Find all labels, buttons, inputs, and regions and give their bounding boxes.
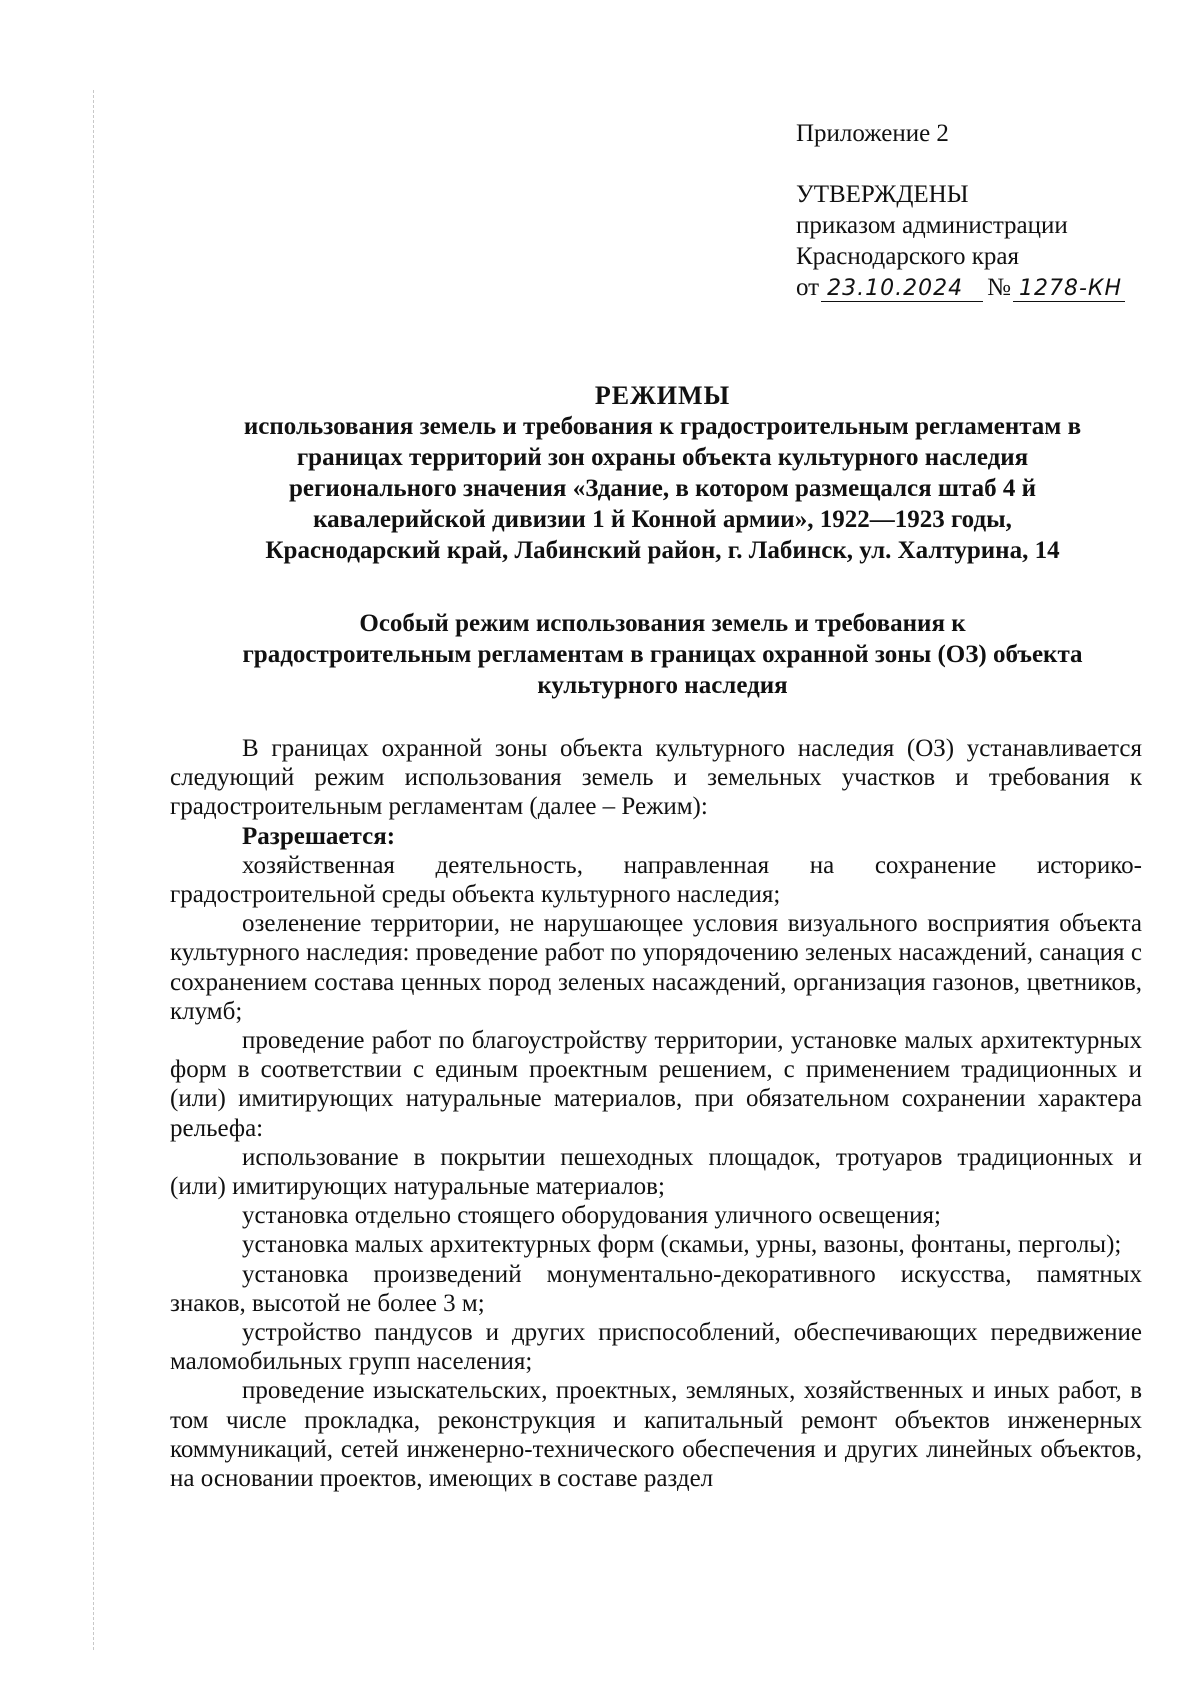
permitted-heading: Разрешается: bbox=[242, 822, 396, 850]
title-line: границах территорий зон охраны объекта культурного наследия bbox=[296, 444, 1029, 471]
section-heading bbox=[170, 608, 1155, 701]
list-item: хозяйственная деятельность, направленная на сохранение историко-градостроительной среды объекта культурного наследия; bbox=[170, 851, 1142, 909]
title-line: Краснодарский край, Лабинский район, г. Лабинск, ул. Халтурина, 14 bbox=[265, 537, 1060, 564]
appendix-label: Приложение 2 bbox=[796, 120, 949, 147]
title-line: использования земель и требования к градостроительным регламентам в bbox=[243, 413, 1082, 440]
approved-label: УТВЕРЖДЕНЫ bbox=[796, 181, 969, 208]
handwritten-number: 1278-КН bbox=[1013, 277, 1125, 302]
handwritten-date: 23.10.2024 bbox=[821, 277, 983, 302]
order-line-2: Краснодарского края bbox=[796, 243, 1019, 270]
list-item: проведение изыскательских, проектных, земляных, хозяйственных и иных работ, в том числе прокладка, реконструкция и капитальный ремонт объектов инженерных коммуникаций, сетей инженерно-технического обеспечения и других линейных объектов, на основании проектов, имеющих в составе раздел bbox=[170, 1377, 1142, 1493]
intro-paragraph: В границах охранной зоны объекта культурного наследия (ОЗ) устанавливается следующий режим использования земель и земельных участков и требования к градостроительным регламентам (далее – Режим): bbox=[170, 735, 1142, 821]
section-heading-line: Особый режим использования земель и требования к bbox=[359, 610, 966, 637]
section-heading-line: культурного наследия bbox=[537, 672, 788, 699]
document-title bbox=[170, 380, 1155, 566]
list-item: проведение работ по благоустройству территории, установке малых архитектурных форм в соответствии с единым проектным решением, с применением традиционных и (или) имитирующих натуральные материалов, при обязательном сохранении характера рельефа: bbox=[170, 1027, 1142, 1142]
list-item: установка отдельно стоящего оборудования уличного освещения; bbox=[242, 1202, 941, 1230]
list-item: устройство пандусов и других приспособлений, обеспечивающих передвижение маломобильных групп населения; bbox=[170, 1319, 1142, 1376]
list-item: установка малых архитектурных форм (скамьи, урны, вазоны, фонтаны, перголы); bbox=[242, 1231, 1122, 1259]
date-prefix: от bbox=[796, 274, 820, 301]
list-item: озеленение территории, не нарушающее условия визуального восприятия объекта культурного наследия: проведение работ по упорядочению зеленых насаждений, санация с сохранением состава ценных пород зеленых насаждений, организация газонов, цветников, клумб; bbox=[170, 910, 1142, 1025]
approval-header bbox=[796, 118, 1156, 303]
body-text bbox=[170, 734, 1142, 1493]
title-line: кавалерийской дивизии 1 й Конной армии», 1922—1923 годы, bbox=[313, 506, 1012, 533]
order-date-number bbox=[796, 272, 1156, 303]
title-main: РЕЖИМЫ bbox=[594, 381, 731, 410]
section-heading-line: градостроительным регламентам в границах охранной зоны (ОЗ) объекта bbox=[242, 641, 1083, 668]
binding-margin-line bbox=[93, 90, 94, 1650]
title-line: регионального значения «Здание, в котором размещался штаб 4 й bbox=[288, 475, 1037, 502]
order-line-1: приказом администрации bbox=[796, 212, 1068, 239]
list-item: использование в покрытии пешеходных площадок, тротуаров традиционных и (или) имитирующих натуральные материалов; bbox=[170, 1143, 1142, 1201]
number-prefix: № bbox=[987, 274, 1011, 301]
list-item: установка произведений монументально-декоративного искусства, памятных знаков, высотой не более 3 м; bbox=[170, 1260, 1142, 1317]
